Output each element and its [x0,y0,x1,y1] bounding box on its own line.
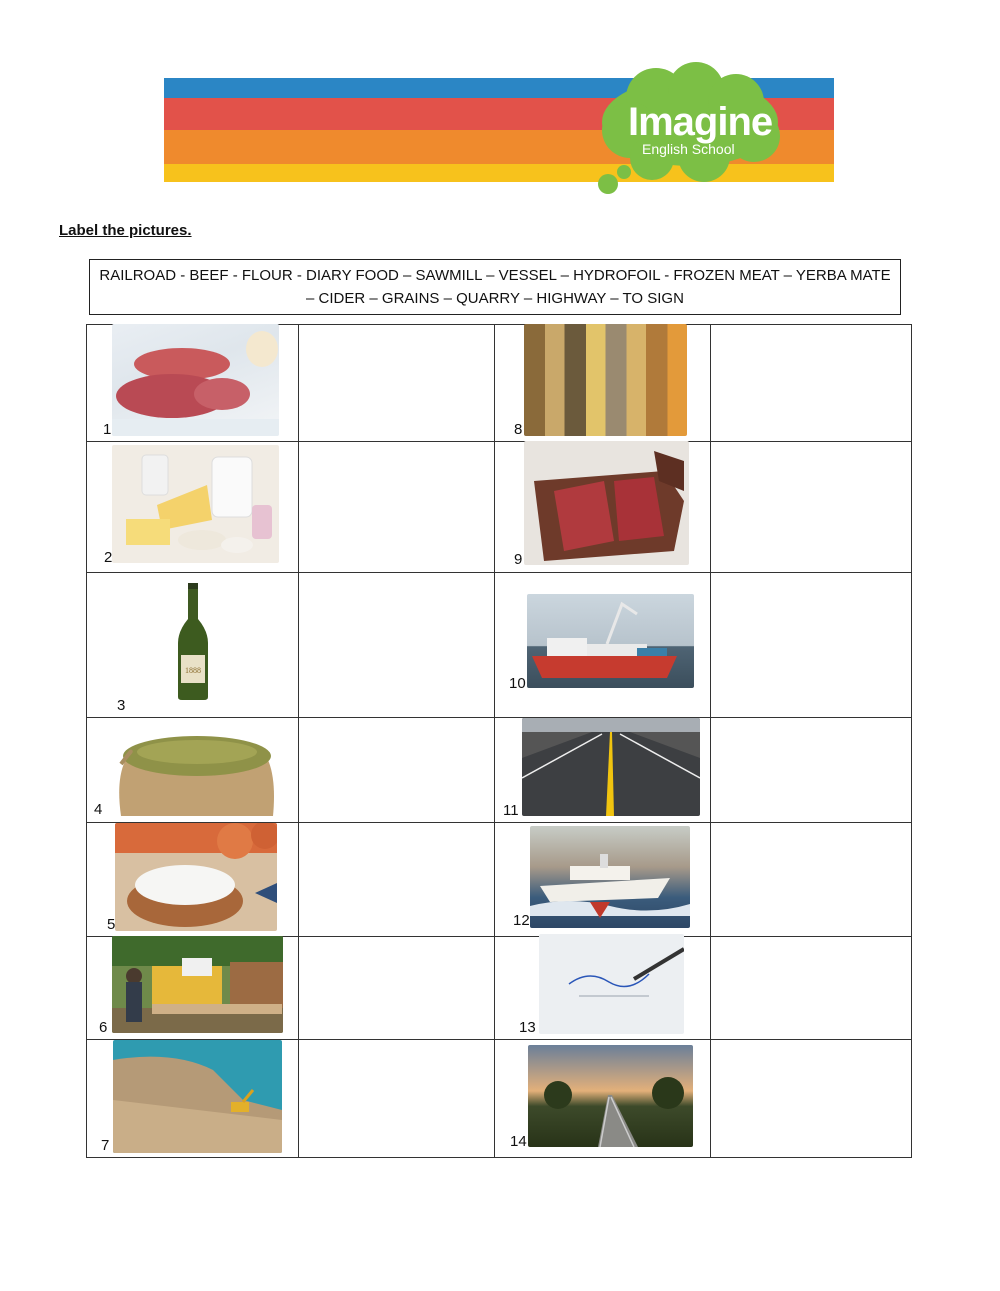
answer-cell-13[interactable] [711,937,911,1039]
answer-cell-10[interactable] [711,573,911,717]
sawmill-photo [112,936,283,1033]
instruction-heading: Label the pictures. [59,222,192,239]
highway-photo [522,718,700,816]
item-number: 10 [509,675,526,692]
item-number: 4 [94,801,103,818]
word-bank-line-2: – CIDER – GRAINS – QUARRY – HIGHWAY – TO SIGN [306,290,684,307]
item-number: 2 [104,549,113,566]
vessel-photo [527,594,694,688]
dairy-food-photo [112,445,279,563]
logo-title: Imagine [628,100,773,144]
word-bank-box [89,259,901,315]
item-number: 9 [514,551,523,568]
answer-cell-11[interactable] [711,718,911,822]
signing-photo [539,934,684,1034]
answer-cell-4[interactable] [299,718,494,822]
answer-cell-5[interactable] [299,823,494,936]
answer-cell-9[interactable] [711,442,911,572]
answer-cell-7[interactable] [299,1040,494,1157]
answer-cell-2[interactable] [299,442,494,572]
item-number: 13 [519,1019,536,1036]
yerba-mate-sack-photo [115,724,279,816]
item-number: 6 [99,1019,108,1036]
answer-cell-1[interactable] [299,325,494,441]
answer-cell-12[interactable] [711,823,911,936]
beef-photo [524,441,689,565]
answer-cell-6[interactable] [299,937,494,1039]
hydrofoil-photo [530,826,690,928]
answer-cell-3[interactable] [299,573,494,717]
railroad-photo [528,1045,693,1147]
frozen-meat-photo [112,324,279,436]
item-number: 12 [513,912,530,929]
item-number: 3 [117,697,126,714]
word-bank-line-1: RAILROAD - BEEF - FLOUR - DIARY FOOD – SAWMILL – VESSEL – HYDROFOIL - FROZEN MEAT – YERBA MATE [99,267,891,284]
answer-cell-8[interactable] [711,325,911,441]
item-number: 14 [510,1133,527,1150]
quarry-photo [113,1040,282,1153]
grains-photo [524,324,687,436]
cider-bottle-photo [176,583,210,700]
item-number: 1 [103,421,112,438]
svg-text:1888: 1888 [185,666,201,675]
item-number: 11 [503,802,519,819]
flour-bowl-photo [115,823,277,931]
item-number: 8 [514,421,523,438]
item-number: 5 [107,916,116,933]
logo-subtitle: English School [642,141,735,157]
answer-cell-14[interactable] [711,1040,911,1157]
item-number: 7 [101,1137,110,1154]
